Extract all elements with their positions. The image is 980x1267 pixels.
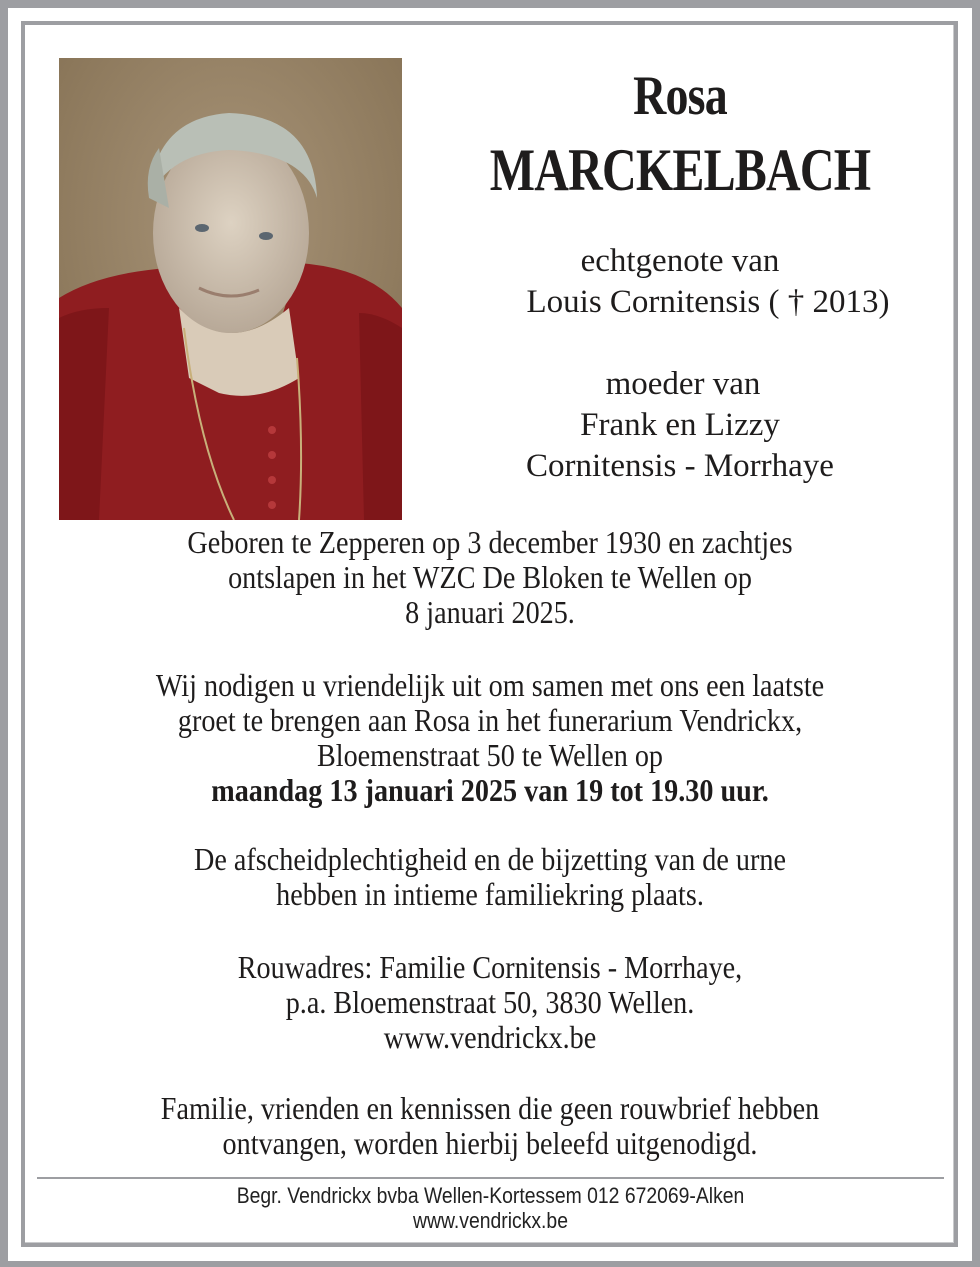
children-relation — [420, 364, 940, 487]
text-line: groet te brengen aan Rosa in het funerarium Vendrickx, — [177, 702, 803, 738]
funeral-home-website[interactable]: www.vendrickx.be — [413, 1208, 568, 1233]
text-line: Familie, vrienden en kennissen die geen rouwbrief hebben — [160, 1090, 820, 1126]
birth-death-paragraph — [40, 525, 940, 630]
text-line: Bloemenstraat 50 te Wellen op — [316, 737, 663, 773]
funeral-home-info: Begr. Vendrickx bvba Wellen-Kortessem 012 672069-Alken — [236, 1183, 745, 1208]
last-name: MARCKELBACH — [489, 137, 871, 203]
closing-paragraph — [40, 1091, 940, 1161]
spouse-name: Louis Cornitensis ( † 2013) — [526, 284, 890, 320]
text-line: Geboren te Zepperen op 3 december 1930 en zachtjes — [187, 524, 793, 560]
text-line: Wij nodigen u vriendelijk uit om samen met ons een laatste — [155, 667, 825, 703]
portrait-photo — [59, 58, 402, 520]
first-name: Rosa — [633, 65, 727, 127]
spouse-label: echtgenote van — [580, 243, 780, 279]
invitation-paragraph — [40, 668, 940, 808]
text-line: ontvangen, worden hierbij beleefd uitgenodigd. — [222, 1125, 758, 1161]
children-label: moeder van — [605, 366, 761, 402]
portrait-image-icon — [59, 58, 402, 520]
children-surnames: Cornitensis - Morrhaye — [526, 448, 834, 484]
text-line: De afscheidplechtigheid en de bijzetting van de urne — [194, 841, 786, 877]
mourning-address — [40, 950, 940, 1055]
ceremony-paragraph — [40, 842, 940, 912]
spouse-relation — [420, 241, 940, 323]
children-names: Frank en Lizzy — [580, 407, 780, 443]
text-line: 8 januari 2025. — [405, 594, 575, 630]
visitation-time: maandag 13 januari 2025 van 19 tot 19.30 uur. — [211, 772, 769, 808]
footer-divider — [37, 1177, 944, 1179]
text-line: hebben in intieme familiekring plaats. — [276, 876, 704, 912]
text-line: Rouwadres: Familie Cornitensis - Morrhaye, — [237, 949, 743, 985]
text-line: ontslapen in het WZC De Bloken te Wellen op — [228, 559, 752, 595]
text-line: p.a. Bloemenstraat 50, 3830 Wellen. — [285, 984, 695, 1020]
funeral-home-footer — [37, 1183, 944, 1233]
website-link[interactable]: www.vendrickx.be — [383, 1019, 597, 1055]
